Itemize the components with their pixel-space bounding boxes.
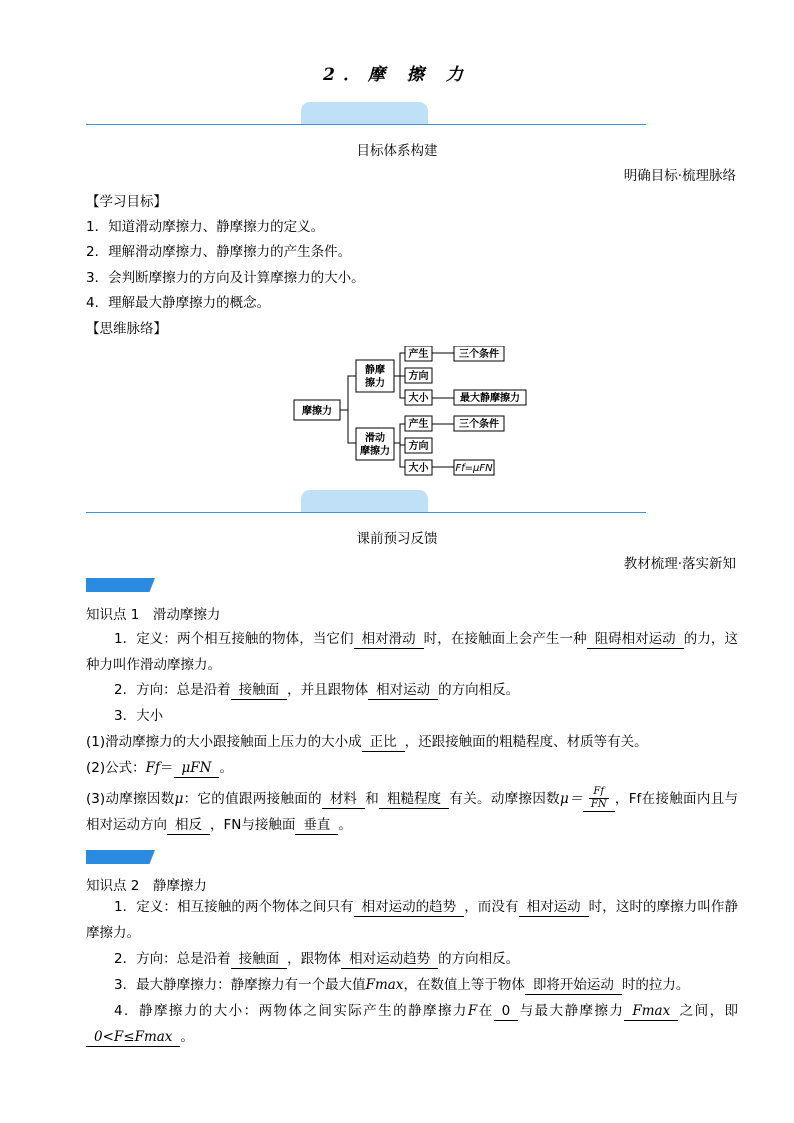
text: 2．方向：总是沿着: [114, 682, 231, 698]
kp2-heading: 知识点 2 静摩擦力: [86, 878, 207, 894]
mindmap-leaf-label: 三个条件: [459, 419, 499, 430]
text: 3．最大静摩擦力：静摩擦力有一个最大值: [114, 977, 366, 993]
section-note-preview: 教材梳理·落实新知: [623, 556, 736, 572]
mindmap-sliding-label: 摩擦力: [360, 446, 390, 457]
kp2-size: [86, 998, 738, 1050]
mindmap-static-label: 静摩: [365, 365, 385, 376]
mindmap-leaf-formula-label: Ff=μFN: [455, 463, 493, 474]
formula-symbol: μ＝: [559, 791, 583, 807]
text: 的方向相反。: [438, 951, 520, 967]
fraction-denominator: FN: [590, 799, 607, 810]
text: ，还跟接触面的粗糙程度、材质等有关。: [404, 734, 648, 750]
goal-item: 2．理解滑动摩擦力、静摩擦力的产生条件。: [86, 244, 352, 260]
fraction: [583, 786, 615, 812]
answer-blank: 接触面: [231, 682, 288, 700]
text: 。: [180, 1029, 194, 1045]
kp1-heading: 知识点 1 滑动摩擦力: [86, 607, 221, 623]
formula-symbol: μ: [174, 791, 184, 807]
text: ，而没有: [464, 899, 519, 915]
section-band-1: [86, 102, 646, 126]
answer-blank: 相反: [167, 817, 210, 835]
formula-symbol: Fmax: [365, 977, 404, 993]
mindmap-connector: [394, 424, 405, 467]
text: ，: [210, 817, 224, 833]
answer-blank: 相对运动趋势: [341, 951, 438, 969]
text: ：它的值跟两接触面的: [183, 791, 322, 807]
mindmap-connector: [394, 353, 405, 398]
mindmap-leaf-label: 最大静摩擦力: [460, 393, 520, 404]
answer-blank: 材料: [322, 791, 365, 809]
mindmap-connector: [432, 353, 454, 467]
text: 的方向相反。: [438, 682, 520, 698]
mindmap-leaf-label: 三个条件: [459, 349, 499, 360]
answer-blank: Fmax: [624, 1003, 678, 1021]
answer-blank: 相对运动的趋势: [354, 899, 465, 917]
section-rule: [86, 124, 646, 125]
section-title-goals: 目标体系构建: [356, 143, 438, 159]
text: 之间，即: [678, 1003, 739, 1019]
mindmap-sliding-cause-label: 产生: [408, 419, 429, 430]
goal-item: 1．知道滑动摩擦力、静摩擦力的定义。: [86, 219, 325, 235]
mindmap-connector: [340, 376, 356, 443]
page-title: 2．摩 擦 力: [323, 65, 471, 85]
text: 的力，这种力叫作滑动摩擦力。: [86, 631, 739, 673]
text: ，跟物体: [287, 951, 342, 967]
text: ＝: [160, 760, 174, 776]
text: (3)动摩擦因数: [86, 791, 175, 807]
kp1-size-heading: 3．大小: [114, 708, 164, 724]
answer-blank: μFN: [174, 760, 220, 778]
text: FN与接触面: [223, 817, 296, 833]
text: 2．方向：总是沿着: [114, 951, 231, 967]
text: 时的拉力。: [621, 977, 690, 993]
answer-blank: 0<F≤Fmax: [86, 1029, 180, 1047]
kp2-definition: [86, 894, 738, 946]
answer-blank: 粗糙程度: [379, 791, 449, 809]
answer-blank: 正比: [362, 734, 405, 752]
kp1-size-2: [86, 755, 738, 781]
text: 在: [477, 1003, 494, 1019]
text: ，在数值上等于物体: [403, 977, 525, 993]
mindmap-root-label: 摩擦力: [302, 406, 332, 417]
section-band-2: [86, 490, 646, 514]
text: (1)滑动摩擦力的大小跟接触面上压力的大小成: [86, 734, 362, 750]
mindmap-static-direction-label: 方向: [408, 371, 429, 382]
section-rule: [86, 512, 646, 513]
goal-item: 3．会判断摩擦力的方向及计算摩擦力的大小。: [86, 270, 365, 286]
mindmap-sliding-direction-label: 方向: [408, 441, 429, 452]
text: 1．定义：两个相互接触的物体，当它们: [114, 631, 354, 647]
text: (2)公式：: [86, 760, 146, 776]
answer-blank: 0: [494, 1003, 519, 1021]
answer-blank: 即将开始运动: [525, 977, 622, 995]
kp2-direction: [86, 946, 738, 972]
section-tab-shape: [301, 490, 428, 512]
kp1-size-1: [86, 729, 738, 755]
mindmap-header: 【思维脉络】: [86, 321, 167, 337]
answer-blank: 接触面: [231, 951, 288, 969]
text: 有关。动摩擦因数: [449, 791, 560, 807]
goals-header: 【学习目标】: [86, 194, 167, 210]
section-tab-shape: [301, 102, 428, 124]
answer-blank: 相对运动: [519, 899, 589, 917]
text: 。: [219, 760, 233, 776]
mindmap-sliding-label: 滑动: [365, 433, 385, 444]
text: 时，在接触面上会产生一种: [423, 631, 587, 647]
goal-item: 4．理解最大静摩擦力的概念。: [86, 295, 271, 311]
knowledge-badge: [86, 850, 155, 864]
mindmap-static-cause-label: 产生: [408, 349, 429, 360]
text: ，: [614, 791, 629, 807]
answer-blank: 相对滑动: [354, 631, 424, 649]
section-note-goals: 明确目标·梳理脉络: [623, 168, 736, 184]
kp1-definition: [86, 626, 738, 678]
formula-symbol: Ff: [145, 760, 160, 776]
mind-map-diagram: [292, 346, 532, 478]
answer-blank: 相对运动: [368, 682, 438, 700]
text: Ff在接触面内且与相对运动方向: [86, 791, 739, 833]
fraction-numerator: Ff: [589, 786, 609, 799]
text: 和: [364, 791, 380, 807]
text: 与最大静摩擦力: [518, 1003, 625, 1019]
answer-blank: 垂直: [295, 817, 338, 835]
section-title-preview: 课前预习反馈: [356, 531, 438, 547]
knowledge-badge: [86, 578, 155, 592]
text: 1．定义：相互接触的两个物体之间只有: [114, 899, 354, 915]
kp1-direction: [86, 677, 738, 703]
mindmap-static-label: 擦力: [365, 378, 385, 389]
answer-blank: 阻碍相对运动: [587, 631, 684, 649]
mindmap-sliding-size-label: 大小: [408, 463, 429, 474]
kp2-max-static: [86, 972, 738, 998]
text: ，并且跟物体: [287, 682, 369, 698]
formula-symbol: F: [467, 1003, 478, 1019]
mindmap-static-size-label: 大小: [408, 393, 429, 404]
text: 时，这时的摩擦力叫作静摩擦力。: [86, 899, 739, 941]
text: 。: [338, 817, 352, 833]
text: 4．静摩擦力的大小：两物体之间实际产生的静摩擦力: [114, 1003, 468, 1019]
kp1-size-3: [86, 786, 738, 838]
